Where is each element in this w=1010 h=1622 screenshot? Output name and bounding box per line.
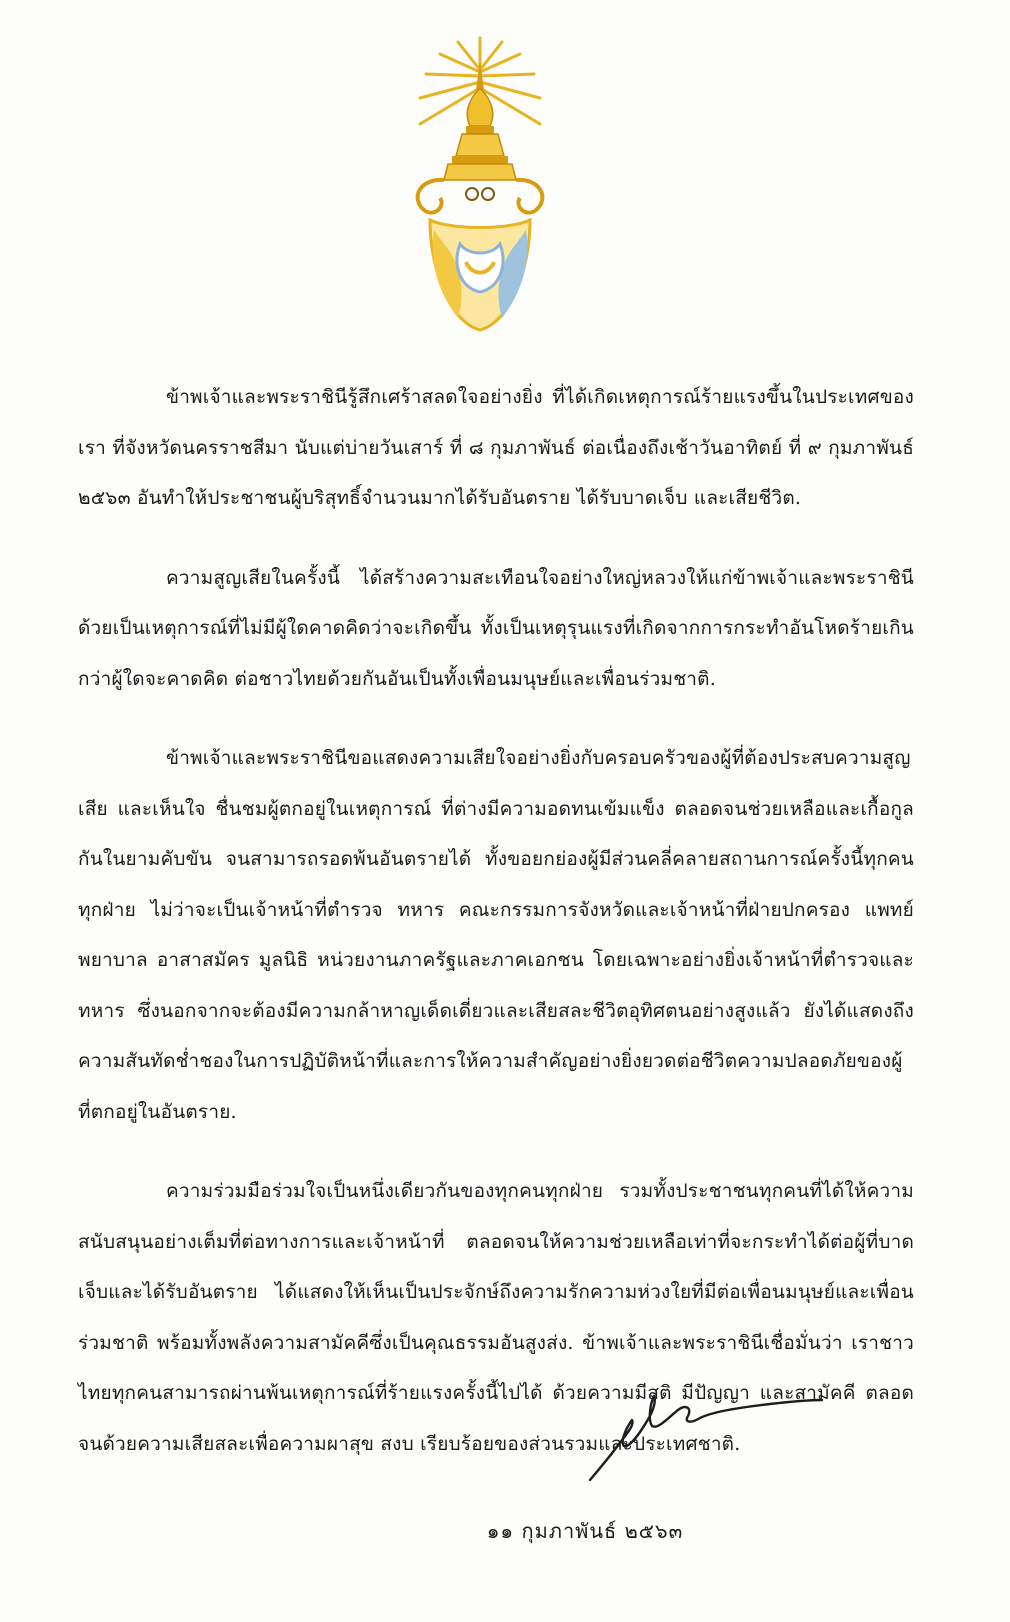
paragraph-2: ความสูญเสียในครั้งนี้ ได้สร้างความสะเทือนใจอย่างใหญ่หลวงให้แก่ข้าพเจ้าและพระราชินี ด้วยเป็นเหตุการณ์ที่ไม่มีผู้ใดคาดคิดว่าจะเกิดขึ้น ทั้งเป็นเหตุรุนแรงที่เกิดจากการกระทำอันโหดร้ายเกินกว่าผู้ใดจะคาดคิด ต่อชาวไทยด้วยกันอันเป็นทั้งเพื่อนมนุษย์และเพื่อนร่วมชาติ. (78, 566, 914, 690)
royal-emblem-icon (400, 30, 560, 340)
paragraph-4: ความร่วมมือร่วมใจเป็นหนึ่งเดียวกันของทุกคนทุกฝ่าย รวมทั้งประชาชนทุกคนที่ได้ให้ความสนับสนุนอย่างเต็มที่ต่อทางการและเจ้าหน้าที่ ตลอดจนให้ความช่วยเหลือเท่าที่จะกระทำได้ต่อผู้ที่บาดเจ็บและได้รับอันตราย ได้แสดงให้เห็นเป็นประจักษ์ถึงความรักความห่วงใยที่มีต่อเพื่อนมนุษย์และเพื่อนร่วมชาติ พร้อมทั้งพลังความสามัคคีซึ่งเป็นคุณธรรมอันสูงส่ง. ข้าพเจ้าและพระราชินีเชื่อมั่นว่า เราชาวไทยทุกคนสามารถผ่านพ้นเหตุการณ์ที่ร้ายแรงครั้งนี้ไปได้ ด้วยความมีสติ มีปัญญา และสามัคคี ตลอดจนด้วยความเสียสละเพื่อความผาสุข สงบ เรียบร้อยของส่วนรวมและประเทศชาติ. (78, 1180, 914, 1455)
letter-date: ๑๑ กุมภาพันธ์ ๒๕๖๓ (486, 1519, 684, 1543)
letter-body (78, 372, 914, 1498)
date-line (0, 1515, 1010, 1547)
paragraph-1: ข้าพเจ้าและพระราชินีรู้สึกเศร้าสลดใจอย่างยิ่ง ที่ได้เกิดเหตุการณ์ร้ายแรงขึ้นในประเทศของเรา ที่จังหวัดนครราชสีมา นับแต่บ่ายวันเสาร์ ที่ ๘ กุมภาพันธ์ ต่อเนื่องถึงเช้าวันอาทิตย์ ที่ ๙ กุมภาพันธ์ ๒๕๖๓ อันทำให้ประชาชนผู้บริสุทธิ์จำนวนมากได้รับอันตราย ได้รับบาดเจ็บ และเสียชีวิต. (78, 386, 914, 509)
handwritten-signature-icon (560, 1380, 850, 1490)
paragraph-3: ข้าพเจ้าและพระราชินีขอแสดงความเสียใจอย่างยิ่งกับครอบครัวของผู้ที่ต้องประสบความสูญเสีย และเห็นใจ ชื่นชมผู้ตกอยู่ในเหตุการณ์ ที่ต่างมีความอดทนเข้มแข็ง ตลอดจนช่วยเหลือและเกื้อกูลกันในยามคับขัน จนสามารถรอดพ้นอันตรายได้ ทั้งขอยกย่องผู้มีส่วนคลี่คลายสถานการณ์ครั้งนี้ทุกคนทุกฝ่าย ไม่ว่าจะเป็นเจ้าหน้าที่ตำรวจ ทหาร คณะกรรมการจังหวัดและเจ้าหน้าที่ฝ่ายปกครอง แพทย์ พยาบาล อาสาสมัคร มูลนิธิ หน่วยงานภาครัฐและภาคเอกชน โดยเฉพาะอย่างยิ่งเจ้าหน้าที่ตำรวจและทหาร ซึ่งนอกจากจะต้องมีความกล้าหาญเด็ดเดี่ยวและเสียสละชีวิตอุทิศตนอย่างสูงแล้ว ยังได้แสดงถึงความสันทัดช่ำชองในการปฏิบัติหน้าที่และการให้ความสำคัญอย่างยิ่งยวดต่อชีวิตความปลอดภัยของผู้ที่ตกอยู่ในอันตราย. (78, 747, 914, 1123)
